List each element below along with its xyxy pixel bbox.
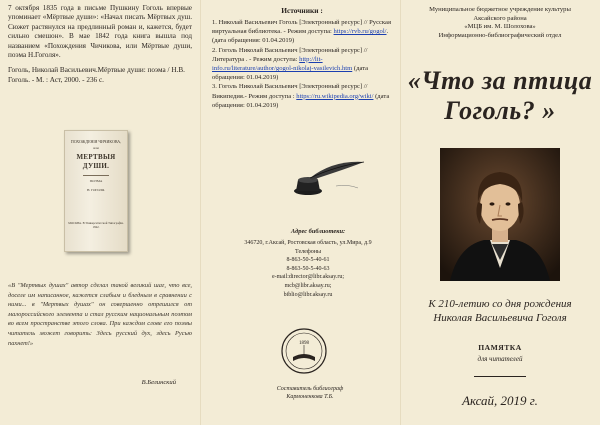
quill-inkwell-icon: [288, 158, 368, 198]
book-name: Н. ГОГОЛЯ.: [86, 188, 106, 192]
address-line: mcb@libr.aksay.ru;: [284, 282, 332, 289]
organization-header: [406, 6, 594, 40]
for-readers-label: для читателей: [477, 355, 523, 363]
compiler-credit: [222, 385, 398, 401]
book-author-line: ПОХОЖДЕНІЯ ЧИЧИКОВА,: [70, 139, 122, 144]
library-address: [220, 239, 396, 299]
seal-year: 1898: [299, 341, 309, 346]
address-line: e-mail:director@libr.aksay.ru;: [271, 274, 345, 281]
org-line: Аксайского района: [473, 14, 527, 22]
pamyatka-label: ПАМЯТКА: [478, 343, 522, 352]
source-item: [212, 18, 392, 46]
book-divider: [83, 175, 109, 176]
source-link[interactable]: https://rvb.ru/gogol/: [333, 28, 387, 36]
anniversary-line: К 210-летию со дня рождения: [428, 298, 572, 310]
gogol-portrait-image: [440, 148, 560, 281]
source-link[interactable]: http://lit-info.ru/literature/author/gogol-nikolaj-vasilevich.htm: [212, 55, 353, 73]
library-seal-icon: [280, 327, 328, 375]
city-year: Аксай, 2019 г.: [462, 393, 538, 408]
book-reference: Гоголь, Николай Васильевич.Мёртвые души: поэма / Н.В. Гоголь. - М. : Аст, 2000. - 236 с.: [8, 66, 185, 84]
title-line: Гоголь? »: [444, 96, 556, 126]
anniversary-line: Николая Васильевича Гоголя: [433, 312, 567, 324]
left-panel: [0, 0, 200, 425]
address-line: Телефоны: [295, 248, 321, 255]
address-line: 346720, г.Аксай, Ростовская область, ул.Мира, д.9: [244, 240, 372, 246]
booklet-title: [406, 66, 594, 126]
book-publisher: МОСКВА. В Университетской Типографіи. 1842.: [68, 221, 124, 229]
source-text: 2. Гоголь Николай Васильевич [Электронный ресурс] //Литература . - Режим доступа:: [212, 46, 368, 63]
source-link[interactable]: https://ru.wikipedia.org/wiki/: [296, 92, 374, 100]
source-text: 1. Николай Васильевич Гоголь [Электронный ресурс] // Русская виртуальная библиотека. - Режим доступа:: [212, 19, 391, 36]
source-item: [212, 46, 392, 83]
right-panel: [400, 0, 600, 425]
divider-line: [474, 376, 526, 377]
title-line: «Что за птица: [407, 66, 593, 96]
book-or-line: или: [93, 146, 99, 150]
source-date: (дата обращения: 01.04.2019): [212, 92, 390, 109]
book-cover-image: [64, 130, 128, 252]
address-line: 8-863-50-5-40-61: [286, 257, 330, 264]
book-title: МЕРТВЫЯ ДУШИ.: [76, 153, 116, 170]
anniversary-text: [406, 297, 594, 325]
org-line: «МЦБ им. М. Шолохова»: [464, 23, 536, 31]
org-line: Информационно-библиографический отдел: [438, 31, 562, 39]
source-date: . (дата обращения: 01.04.2019): [212, 28, 389, 45]
address-line: biblio@libr.aksay.ru: [283, 291, 333, 298]
source-text: 3. Гоголь Николай Васильевич [Электронный ресурс] //Википедия.- Режим доступа :: [212, 83, 368, 100]
address-line: 8-863-50-5-40-63: [286, 265, 330, 272]
source-date: (дата обращения: 01.04.2019): [212, 65, 369, 82]
org-line: Муниципальное бюджетное учреждение культуры: [429, 6, 571, 13]
book-genre: ПОЭМА: [89, 179, 103, 183]
sources-heading: Источники :: [281, 6, 323, 15]
belinsky-quote: «В "Мертвых душах" автор сделал такой великий шаг, что все, доселе им написанное, кажется слабым и бледным в сравнении с ними... в "Мертвых душах" он совершенно отрешился от малороссийского элемента и стал русским национальным поэтом во всем пространстве этого слова. При каждом слове его поэмы читатель может говорить: Здесь русский дух, здесь Русью пахнет!»: [8, 282, 192, 347]
intro-text: 7 октября 1835 года в письме Пушкину Гоголь впервые упоминает «Мёртвые души»: «Начал писать Мёртвых душ. Сюжет растянулся на предлинный роман и, кажется, будет сильно смешон». В мае 1842 года книга вышла под названием «Похождения Чичикова, или Мёртвые души, поэма Н.Гоголя».: [8, 4, 192, 60]
address-heading: Адрес библиотеки:: [290, 228, 346, 235]
source-item: [212, 82, 392, 110]
sources-list: [212, 18, 392, 110]
quote-signature: В.Белинский: [141, 379, 176, 386]
middle-panel: [200, 0, 400, 425]
compiler-role: Составитель библиограф: [276, 386, 344, 392]
compiler-name: Кармоненкова Т.Б.: [286, 394, 334, 400]
